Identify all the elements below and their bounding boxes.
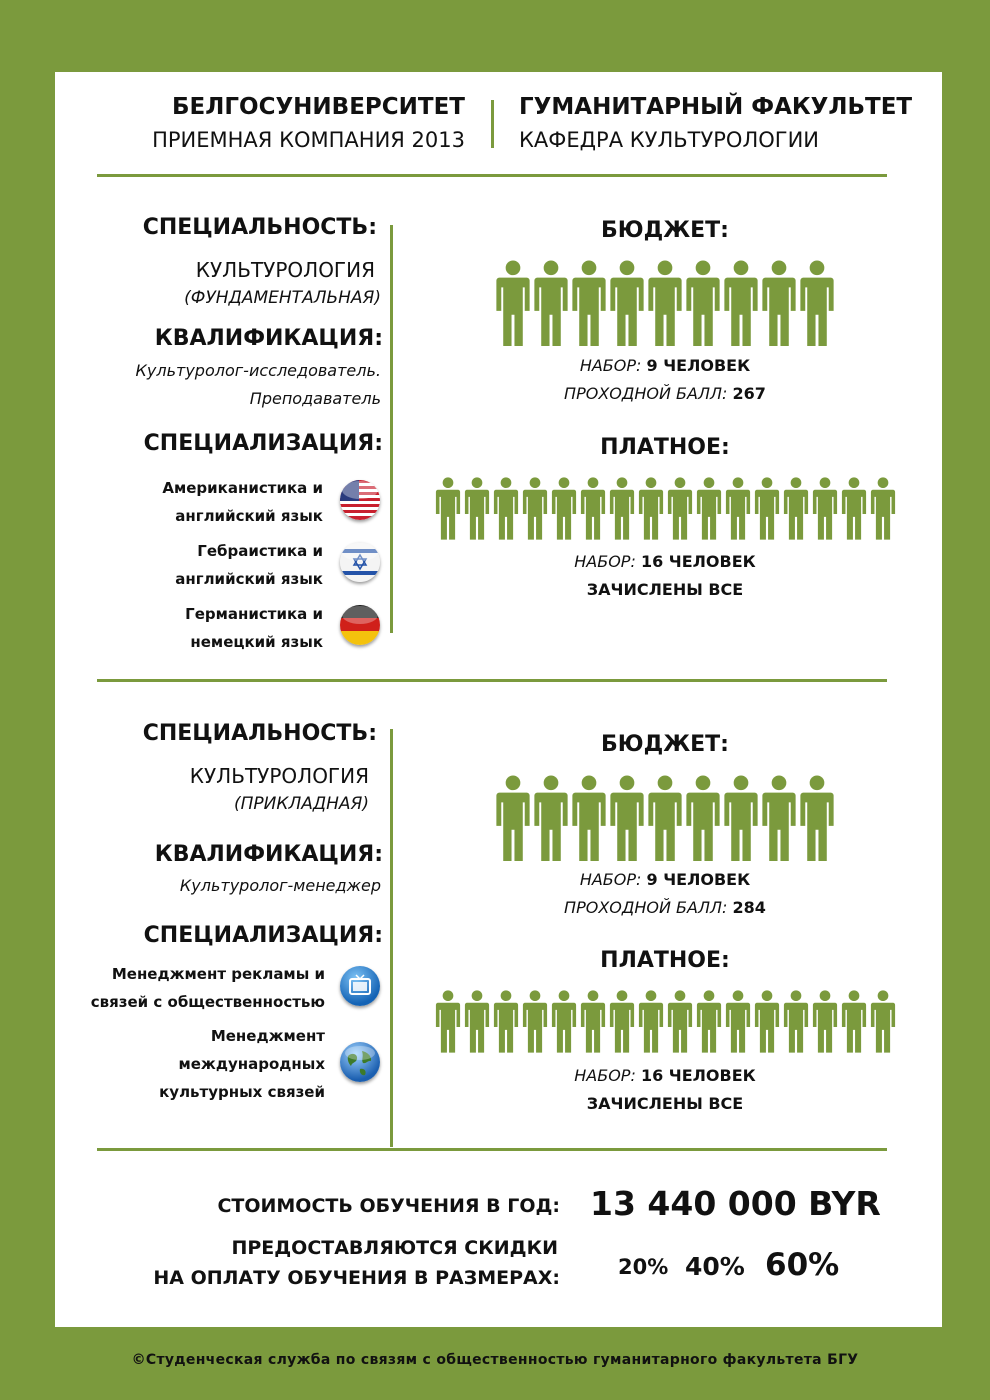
person-icon: [761, 260, 797, 348]
person-icon: [638, 477, 664, 541]
discount-line2: НА ОПЛАТУ ОБУЧЕНИЯ В РАЗМЕРАХ:: [153, 1267, 560, 1289]
discount-20: 20%: [618, 1255, 669, 1279]
person-icon: [435, 990, 461, 1054]
qualification-line2-1: Преподаватель: [249, 389, 381, 408]
person-icon: [783, 477, 809, 541]
discount-60: 60%: [765, 1247, 840, 1283]
person-icon: [725, 990, 751, 1054]
paid-note-1: ЗАЧИСЛЕНЫ ВСЕ: [586, 580, 744, 599]
column-divider-2: [390, 729, 393, 1147]
discount-40: 40%: [685, 1252, 745, 1281]
person-icon: [870, 477, 896, 541]
specialization-item: Менеджмент международных культурных связей: [159, 1027, 325, 1101]
person-icon: [870, 990, 896, 1054]
person-icon: [571, 775, 607, 863]
person-icon: [464, 990, 490, 1054]
budget-people-2: [465, 775, 865, 863]
specialty-heading-2: СПЕЦИАЛЬНОСТЬ:: [142, 721, 377, 746]
budget-heading-2: БЮДЖЕТ:: [601, 732, 729, 757]
person-icon: [812, 990, 838, 1054]
divider-top: [97, 174, 887, 177]
person-icon: [609, 990, 635, 1054]
budget-people-1: [465, 260, 865, 348]
person-icon: [551, 477, 577, 541]
person-icon: [522, 477, 548, 541]
department-name: КАФЕДРА КУЛЬТУРОЛОГИИ: [519, 128, 819, 152]
israel-flag-icon: [340, 542, 380, 582]
specialty-heading-1: СПЕЦИАЛЬНОСТЬ:: [142, 215, 377, 240]
cost-value: 13 440 000 BYR: [590, 1184, 881, 1223]
specialization-item: Американистика и английский язык: [162, 479, 323, 525]
paid-heading-2: ПЛАТНОЕ:: [600, 948, 730, 973]
person-icon: [799, 260, 835, 348]
header-divider: [491, 100, 494, 148]
germany-flag-icon: [340, 605, 380, 645]
person-icon: [533, 260, 569, 348]
person-icon: [533, 775, 569, 863]
qualification-line1-1: Культуролог-исследователь.: [135, 361, 381, 380]
paid-people-2: [425, 990, 905, 1054]
person-icon: [647, 260, 683, 348]
person-icon: [754, 477, 780, 541]
university-name: БЕЛГОСУНИВЕРСИТЕТ: [172, 94, 465, 120]
person-icon: [522, 990, 548, 1054]
person-icon: [638, 990, 664, 1054]
budget-score-2: ПРОХОДНОЙ БАЛЛ: 284: [564, 898, 766, 917]
person-icon: [609, 775, 645, 863]
person-icon: [685, 775, 721, 863]
person-icon: [685, 260, 721, 348]
cost-label: СТОИМОСТЬ ОБУЧЕНИЯ В ГОД:: [217, 1195, 560, 1217]
person-icon: [495, 775, 531, 863]
person-icon: [551, 990, 577, 1054]
specialization-item: Менеджмент рекламы и связей с общественностью: [90, 965, 325, 1011]
budget-intake-2: НАБОР: 9 ЧЕЛОВЕК: [579, 870, 751, 889]
paid-note-2: ЗАЧИСЛЕНЫ ВСЕ: [586, 1094, 744, 1113]
person-icon: [696, 477, 722, 541]
campaign-title: ПРИЕМНАЯ КОМПАНИЯ 2013: [152, 128, 465, 152]
person-icon: [723, 775, 759, 863]
budget-score-1: ПРОХОДНОЙ БАЛЛ: 267: [564, 384, 766, 403]
specialty-name-1: КУЛЬТУРОЛОГИЯ: [195, 258, 375, 282]
person-icon: [799, 775, 835, 863]
person-icon: [667, 477, 693, 541]
budget-heading-1: БЮДЖЕТ:: [601, 218, 729, 243]
poster-card: [55, 72, 942, 1327]
budget-intake-1: НАБОР: 9 ЧЕЛОВЕК: [579, 356, 751, 375]
divider-bottom: [97, 1148, 887, 1151]
person-icon: [609, 260, 645, 348]
specialty-type-2: (ПРИКЛАДНАЯ): [233, 794, 369, 814]
person-icon: [841, 477, 867, 541]
person-icon: [580, 477, 606, 541]
person-icon: [725, 477, 751, 541]
specialization-heading-2: СПЕЦИАЛИЗАЦИЯ:: [143, 923, 383, 948]
person-icon: [812, 477, 838, 541]
person-icon: [571, 260, 607, 348]
person-icon: [435, 477, 461, 541]
person-icon: [609, 477, 635, 541]
person-icon: [723, 260, 759, 348]
specialization-heading-1: СПЕЦИАЛИЗАЦИЯ:: [143, 431, 383, 456]
person-icon: [754, 990, 780, 1054]
faculty-name: ГУМАНИТАРНЫЙ ФАКУЛЬТЕТ: [519, 94, 913, 120]
specialty-type-1: (ФУНДАМЕНТАЛЬНАЯ): [184, 288, 381, 308]
specialty-name-2: КУЛЬТУРОЛОГИЯ: [189, 764, 369, 788]
footer-credit: ©Студенческая служба по связям с общественностью гуманитарного факультета БГУ: [131, 1352, 859, 1368]
person-icon: [761, 775, 797, 863]
discount-line1: ПРЕДОСТАВЛЯЮТСЯ СКИДКИ: [231, 1237, 558, 1259]
paid-heading-1: ПЛАТНОЕ:: [600, 435, 730, 460]
person-icon: [464, 477, 490, 541]
person-icon: [667, 990, 693, 1054]
paid-intake-2: НАБОР: 16 ЧЕЛОВЕК: [574, 1066, 756, 1085]
person-icon: [580, 990, 606, 1054]
qualification-heading-2: КВАЛИФИКАЦИЯ:: [154, 842, 383, 867]
person-icon: [647, 775, 683, 863]
specialization-item: Германистика и немецкий язык: [185, 605, 323, 651]
column-divider-1: [390, 225, 393, 633]
divider-middle: [97, 679, 887, 682]
tv-icon: [340, 966, 380, 1006]
paid-people-1: [425, 477, 905, 541]
person-icon: [493, 990, 519, 1054]
person-icon: [783, 990, 809, 1054]
globe-icon: [340, 1042, 380, 1082]
qualification-heading-1: КВАЛИФИКАЦИЯ:: [154, 326, 383, 351]
person-icon: [841, 990, 867, 1054]
person-icon: [696, 990, 722, 1054]
person-icon: [495, 260, 531, 348]
usa-flag-icon: [340, 480, 380, 520]
qualification-line1-2: Культуролог-менеджер: [179, 876, 381, 895]
specialization-item: Гебраистика и английский язык: [175, 542, 323, 588]
person-icon: [493, 477, 519, 541]
paid-intake-1: НАБОР: 16 ЧЕЛОВЕК: [574, 552, 756, 571]
